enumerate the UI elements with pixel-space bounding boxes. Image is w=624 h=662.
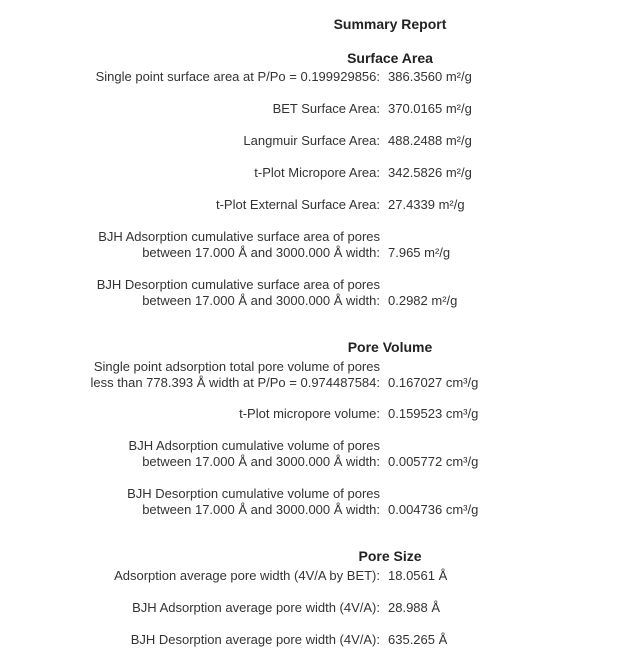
row-label: t-Plot micropore volume: <box>239 406 380 421</box>
row-value: 0.005772 cm³/g <box>388 454 479 469</box>
row-value: 28.988 Å <box>388 600 441 615</box>
row-label: between 17.000 Å and 3000.000 Å width: <box>142 245 380 260</box>
row-label: Single point adsorption total pore volume of pores <box>93 359 380 374</box>
row-label: BET Surface Area: <box>272 101 380 116</box>
row-label: Single point surface area at P/Po = 0.199929856: <box>95 69 380 84</box>
row-label: t-Plot Micropore Area: <box>254 165 380 180</box>
row-label: between 17.000 Å and 3000.000 Å width: <box>142 293 380 308</box>
row-value: 27.4339 m²/g <box>388 197 465 212</box>
row-value: 386.3560 m²/g <box>388 69 472 84</box>
row-label: less than 778.393 Å width at P/Po = 0.974487584: <box>90 375 380 390</box>
section-heading-pore-volume: Pore Volume <box>347 339 433 355</box>
row-value: 635.265 Å <box>388 632 448 647</box>
row-label: BJH Adsorption cumulative surface area of pores <box>98 229 380 244</box>
row-value: 0.2982 m²/g <box>388 293 458 308</box>
row-label: t-Plot External Surface Area: <box>215 197 380 212</box>
row-label: BJH Desorption cumulative volume of pores <box>127 486 380 501</box>
row-label: between 17.000 Å and 3000.000 Å width: <box>142 454 380 469</box>
row-value: 370.0165 m²/g <box>388 101 472 116</box>
section-heading-pore-size: Pore Size <box>358 548 422 564</box>
row-value: 488.2488 m²/g <box>388 133 472 148</box>
row-label: between 17.000 Å and 3000.000 Å width: <box>142 502 380 517</box>
row-value: 0.159523 cm³/g <box>388 406 479 421</box>
row-label: BJH Desorption cumulative surface area of pores <box>96 277 380 292</box>
row-value: 0.167027 cm³/g <box>388 375 479 390</box>
row-label: BJH Desorption average pore width (4V/A): <box>130 632 380 647</box>
row-label: Adsorption average pore width (4V/A by BET): <box>114 568 380 583</box>
row-value: 0.004736 cm³/g <box>388 502 479 517</box>
row-label: Langmuir Surface Area: <box>243 133 380 148</box>
section-heading-surface-area: Surface Area <box>347 50 433 66</box>
row-value: 7.965 m²/g <box>388 245 451 260</box>
row-value: 18.0561 Å <box>388 568 448 583</box>
report-title: Summary Report <box>333 16 447 32</box>
row-label: BJH Adsorption cumulative volume of pores <box>128 438 380 453</box>
row-label: BJH Adsorption average pore width (4V/A): <box>132 600 380 615</box>
row-value: 342.5826 m²/g <box>388 165 472 180</box>
